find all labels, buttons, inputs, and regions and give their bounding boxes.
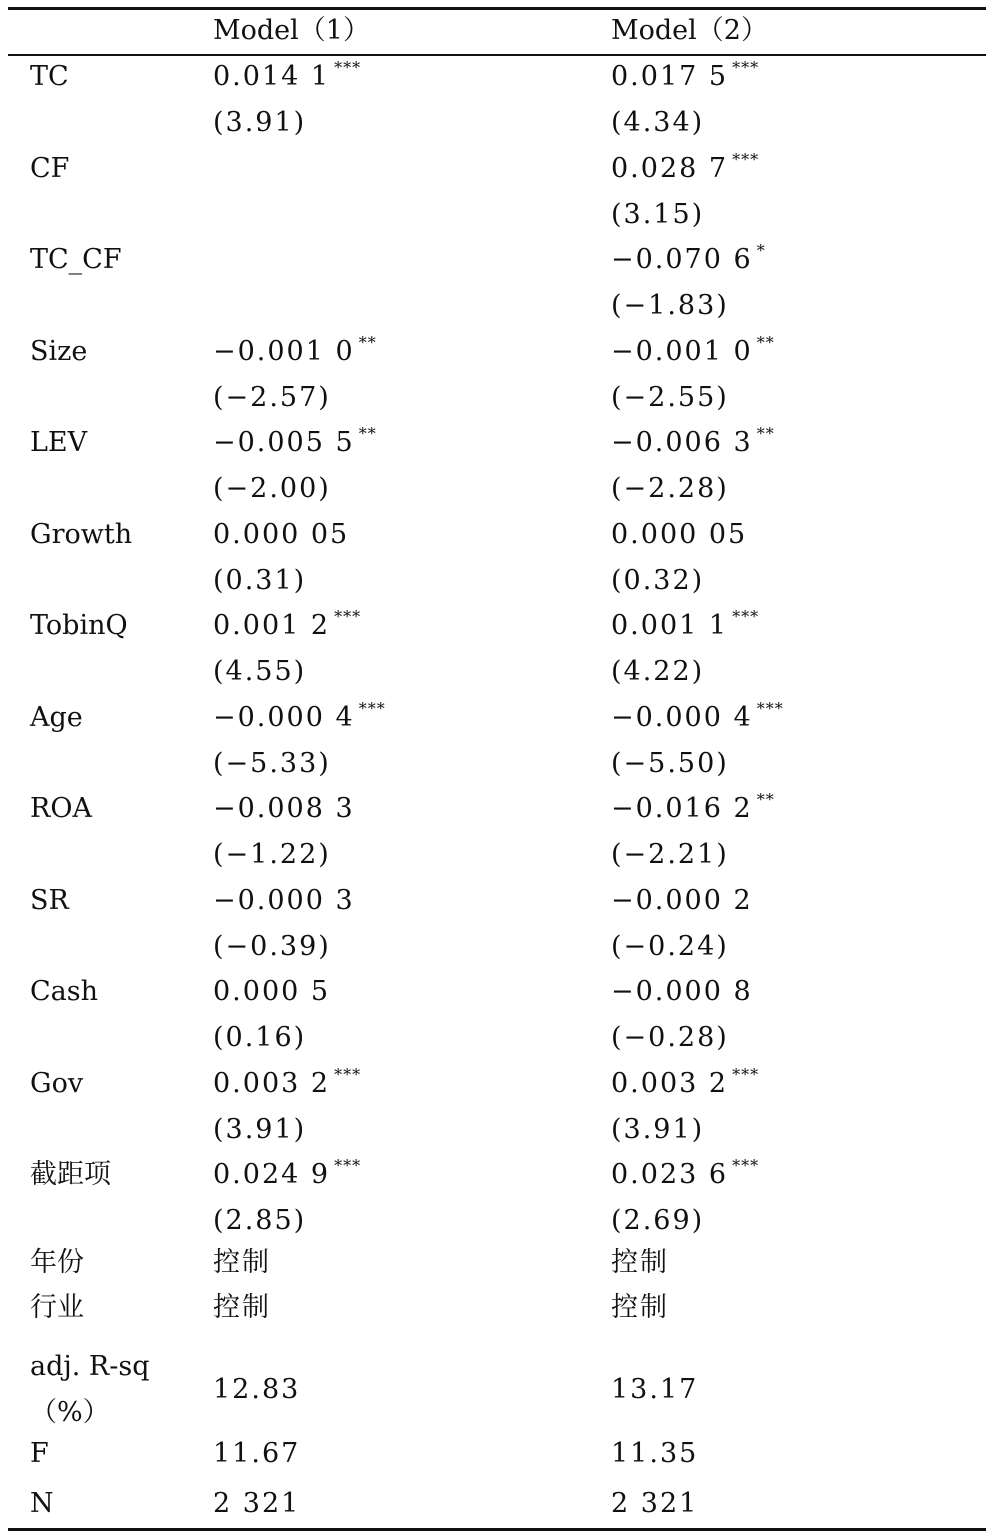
coefficient-value bbox=[611, 329, 775, 375]
coefficient-cell-2 bbox=[611, 146, 759, 238]
coefficient-value bbox=[213, 695, 386, 741]
coefficient-cell-1 bbox=[213, 512, 353, 604]
coefficient-cell-2 bbox=[611, 1152, 759, 1244]
t-statistic: (3.91) bbox=[611, 1113, 705, 1145]
coefficient-cell-2 bbox=[611, 420, 775, 512]
row-label: Size bbox=[30, 335, 88, 367]
coefficient-cell-2 bbox=[611, 878, 757, 970]
coefficient-number: 0.001 1 bbox=[611, 610, 729, 641]
coefficient-number: −0.000 3 bbox=[213, 884, 355, 916]
coefficient-cell-2 bbox=[611, 786, 775, 878]
coefficient-number: 0.017 5 bbox=[611, 61, 729, 92]
coefficient-number: 0.003 2 bbox=[611, 1067, 729, 1099]
t-statistic: (4.22) bbox=[611, 656, 705, 687]
significance-stars: *** bbox=[334, 1064, 362, 1084]
coefficient-cell-2 bbox=[611, 603, 759, 695]
coefficient-value bbox=[213, 146, 217, 192]
coefficient-value bbox=[213, 1061, 361, 1107]
coefficient-value bbox=[611, 603, 759, 649]
coefficient-number: −0.000 4 bbox=[213, 701, 355, 733]
coefficient-value bbox=[213, 512, 353, 558]
row-label: TC bbox=[30, 61, 69, 92]
significance-stars: *** bbox=[732, 1156, 760, 1175]
coefficient-cell-2 bbox=[611, 695, 784, 787]
t-statistic: (3.15) bbox=[611, 198, 705, 230]
column-header-model-2: Model（2） bbox=[611, 15, 768, 46]
row-label: Cash bbox=[30, 976, 99, 1007]
coefficient-cell-1 bbox=[213, 969, 334, 1061]
row-label-line-1: adj. R-sq bbox=[30, 1351, 150, 1382]
row-label: SR bbox=[30, 884, 69, 916]
t-statistic: (−2.57) bbox=[213, 381, 331, 413]
coefficient-value bbox=[611, 512, 751, 558]
footer-value-2: 2 321 bbox=[611, 1488, 699, 1519]
coefficient-cell-1 bbox=[213, 786, 359, 878]
coefficient-number: −0.000 2 bbox=[611, 884, 753, 916]
coefficient-cell-1 bbox=[213, 420, 377, 512]
footer-value-1: 11.67 bbox=[213, 1438, 301, 1469]
coefficient-number: 0.014 1 bbox=[213, 61, 331, 92]
coefficient-value bbox=[611, 54, 759, 100]
significance-stars: * bbox=[756, 241, 766, 260]
coefficient-value bbox=[213, 603, 361, 649]
t-statistic: (−2.28) bbox=[611, 473, 729, 504]
significance-stars: ** bbox=[358, 332, 377, 352]
t-statistic: (−5.33) bbox=[213, 747, 331, 779]
coefficient-number: −0.008 3 bbox=[213, 793, 355, 824]
coefficient-number: 0.028 7 bbox=[611, 152, 729, 184]
significance-stars: ** bbox=[756, 424, 775, 443]
footer-value-1: 控制 bbox=[213, 1247, 271, 1278]
row-label: LEV bbox=[30, 427, 88, 458]
coefficient-cell-1 bbox=[213, 1061, 361, 1153]
t-statistic: (−1.83) bbox=[611, 290, 729, 321]
coefficient-value bbox=[213, 54, 361, 100]
t-statistic: (0.31) bbox=[213, 564, 307, 596]
t-statistic: (−2.21) bbox=[611, 839, 729, 870]
row-label: TobinQ bbox=[30, 610, 128, 641]
footer-value-1: 12.83 bbox=[213, 1374, 301, 1405]
significance-stars: ** bbox=[358, 424, 377, 443]
row-label: TC_CF bbox=[30, 244, 122, 275]
t-statistic bbox=[213, 283, 217, 329]
row-label bbox=[30, 1431, 49, 1477]
coefficient-value bbox=[213, 878, 359, 924]
coefficient-cell-2 bbox=[611, 329, 775, 421]
row-label: ROA bbox=[30, 793, 92, 824]
coefficient-number: 0.000 5 bbox=[213, 976, 331, 1007]
significance-stars: *** bbox=[732, 607, 760, 626]
coefficient-value bbox=[213, 420, 377, 466]
footer-value-2: 11.35 bbox=[611, 1438, 699, 1469]
t-statistic: (−0.24) bbox=[611, 930, 729, 962]
coefficient-cell-1 bbox=[213, 54, 361, 146]
coefficient-cell-1 bbox=[213, 878, 359, 970]
coefficient-number: 0.000 05 bbox=[213, 518, 350, 550]
coefficient-value bbox=[213, 969, 334, 1015]
row-label: 截距项 bbox=[30, 1159, 111, 1190]
row-label: Growth bbox=[30, 518, 133, 550]
t-statistic bbox=[213, 192, 217, 238]
row-label-line-2: （%） bbox=[30, 1397, 110, 1428]
coefficient-value bbox=[611, 969, 757, 1015]
coefficient-number: −0.000 8 bbox=[611, 976, 753, 1007]
row-label bbox=[30, 1344, 150, 1436]
significance-stars: *** bbox=[358, 698, 386, 718]
coefficient-number: 0.001 2 bbox=[213, 610, 331, 641]
coefficient-cell-2 bbox=[611, 237, 766, 329]
row-label bbox=[30, 1481, 54, 1527]
coefficient-number: −0.005 5 bbox=[213, 427, 355, 458]
t-statistic: (2.85) bbox=[213, 1205, 307, 1236]
t-statistic: (−0.28) bbox=[611, 1022, 729, 1053]
coefficient-cell-1 bbox=[213, 603, 361, 695]
t-statistic: (0.16) bbox=[213, 1022, 307, 1053]
t-statistic: (4.55) bbox=[213, 656, 307, 687]
row-label-line-1: F bbox=[30, 1438, 49, 1469]
coefficient-cell-2 bbox=[611, 54, 759, 146]
significance-stars: *** bbox=[334, 1156, 362, 1175]
significance-stars: *** bbox=[334, 607, 362, 626]
footer-value-1: 控制 bbox=[213, 1292, 271, 1323]
coefficient-value bbox=[611, 695, 784, 741]
coefficient-number: −0.000 4 bbox=[611, 701, 753, 733]
footer-value-2: 控制 bbox=[611, 1292, 669, 1323]
row-label: Age bbox=[30, 701, 83, 733]
row-label bbox=[30, 1285, 84, 1331]
t-statistic: (2.69) bbox=[611, 1205, 705, 1236]
footer-value-2: 13.17 bbox=[611, 1374, 699, 1405]
t-statistic: (−0.39) bbox=[213, 930, 331, 962]
footer-value-2: 控制 bbox=[611, 1247, 669, 1278]
significance-stars: *** bbox=[732, 149, 760, 169]
coefficient-number: −0.001 0 bbox=[213, 335, 355, 367]
coefficient-number: −0.070 6 bbox=[611, 244, 753, 275]
t-statistic: (0.32) bbox=[611, 564, 705, 596]
coefficient-number: 0.023 6 bbox=[611, 1159, 729, 1190]
coefficient-value bbox=[611, 1152, 759, 1198]
significance-stars: *** bbox=[732, 1064, 760, 1084]
t-statistic: (3.91) bbox=[213, 107, 307, 138]
coefficient-number: −0.016 2 bbox=[611, 793, 753, 824]
t-statistic: (3.91) bbox=[213, 1113, 307, 1145]
significance-stars: *** bbox=[756, 698, 784, 718]
coefficient-value bbox=[213, 786, 359, 832]
coefficient-value bbox=[213, 329, 377, 375]
t-statistic: (−5.50) bbox=[611, 747, 729, 779]
row-label-line-1: 行业 bbox=[30, 1292, 84, 1323]
coefficient-number: 0.000 05 bbox=[611, 518, 748, 550]
t-statistic: (−1.22) bbox=[213, 839, 331, 870]
coefficient-number: −0.006 3 bbox=[611, 427, 753, 458]
table-bottom-rule bbox=[8, 1528, 986, 1531]
footer-value-1: 2 321 bbox=[213, 1488, 301, 1519]
coefficient-value bbox=[611, 146, 759, 192]
coefficient-number: −0.001 0 bbox=[611, 335, 753, 367]
coefficient-cell-2 bbox=[611, 512, 751, 604]
significance-stars: ** bbox=[756, 332, 775, 352]
coefficient-number: 0.024 9 bbox=[213, 1159, 331, 1190]
row-label-line-1: N bbox=[30, 1488, 54, 1519]
row-label: CF bbox=[30, 152, 70, 184]
coefficient-cell-1 bbox=[213, 1152, 361, 1244]
row-label-line-1: 年份 bbox=[30, 1247, 84, 1278]
coefficient-value bbox=[611, 786, 775, 832]
coefficient-cell-2 bbox=[611, 1061, 759, 1153]
coefficient-value bbox=[611, 420, 775, 466]
coefficient-number: 0.003 2 bbox=[213, 1067, 331, 1099]
coefficient-cell-1 bbox=[213, 146, 217, 238]
t-statistic: (4.34) bbox=[611, 107, 705, 138]
row-label bbox=[30, 1240, 84, 1286]
coefficient-value bbox=[611, 878, 757, 924]
row-label: Gov bbox=[30, 1067, 84, 1099]
coefficient-cell-1 bbox=[213, 329, 377, 421]
significance-stars: *** bbox=[334, 58, 362, 77]
coefficient-cell-2 bbox=[611, 969, 757, 1061]
coefficient-cell-1 bbox=[213, 695, 386, 787]
t-statistic: (−2.55) bbox=[611, 381, 729, 413]
coefficient-value bbox=[213, 1152, 361, 1198]
significance-stars: ** bbox=[756, 790, 775, 809]
coefficient-value bbox=[213, 237, 217, 283]
coefficient-cell-1 bbox=[213, 237, 217, 329]
t-statistic: (−2.00) bbox=[213, 473, 331, 504]
significance-stars: *** bbox=[732, 58, 760, 77]
coefficient-value bbox=[611, 237, 766, 283]
column-header-model-1: Model（1） bbox=[213, 15, 370, 46]
coefficient-value bbox=[611, 1061, 759, 1107]
